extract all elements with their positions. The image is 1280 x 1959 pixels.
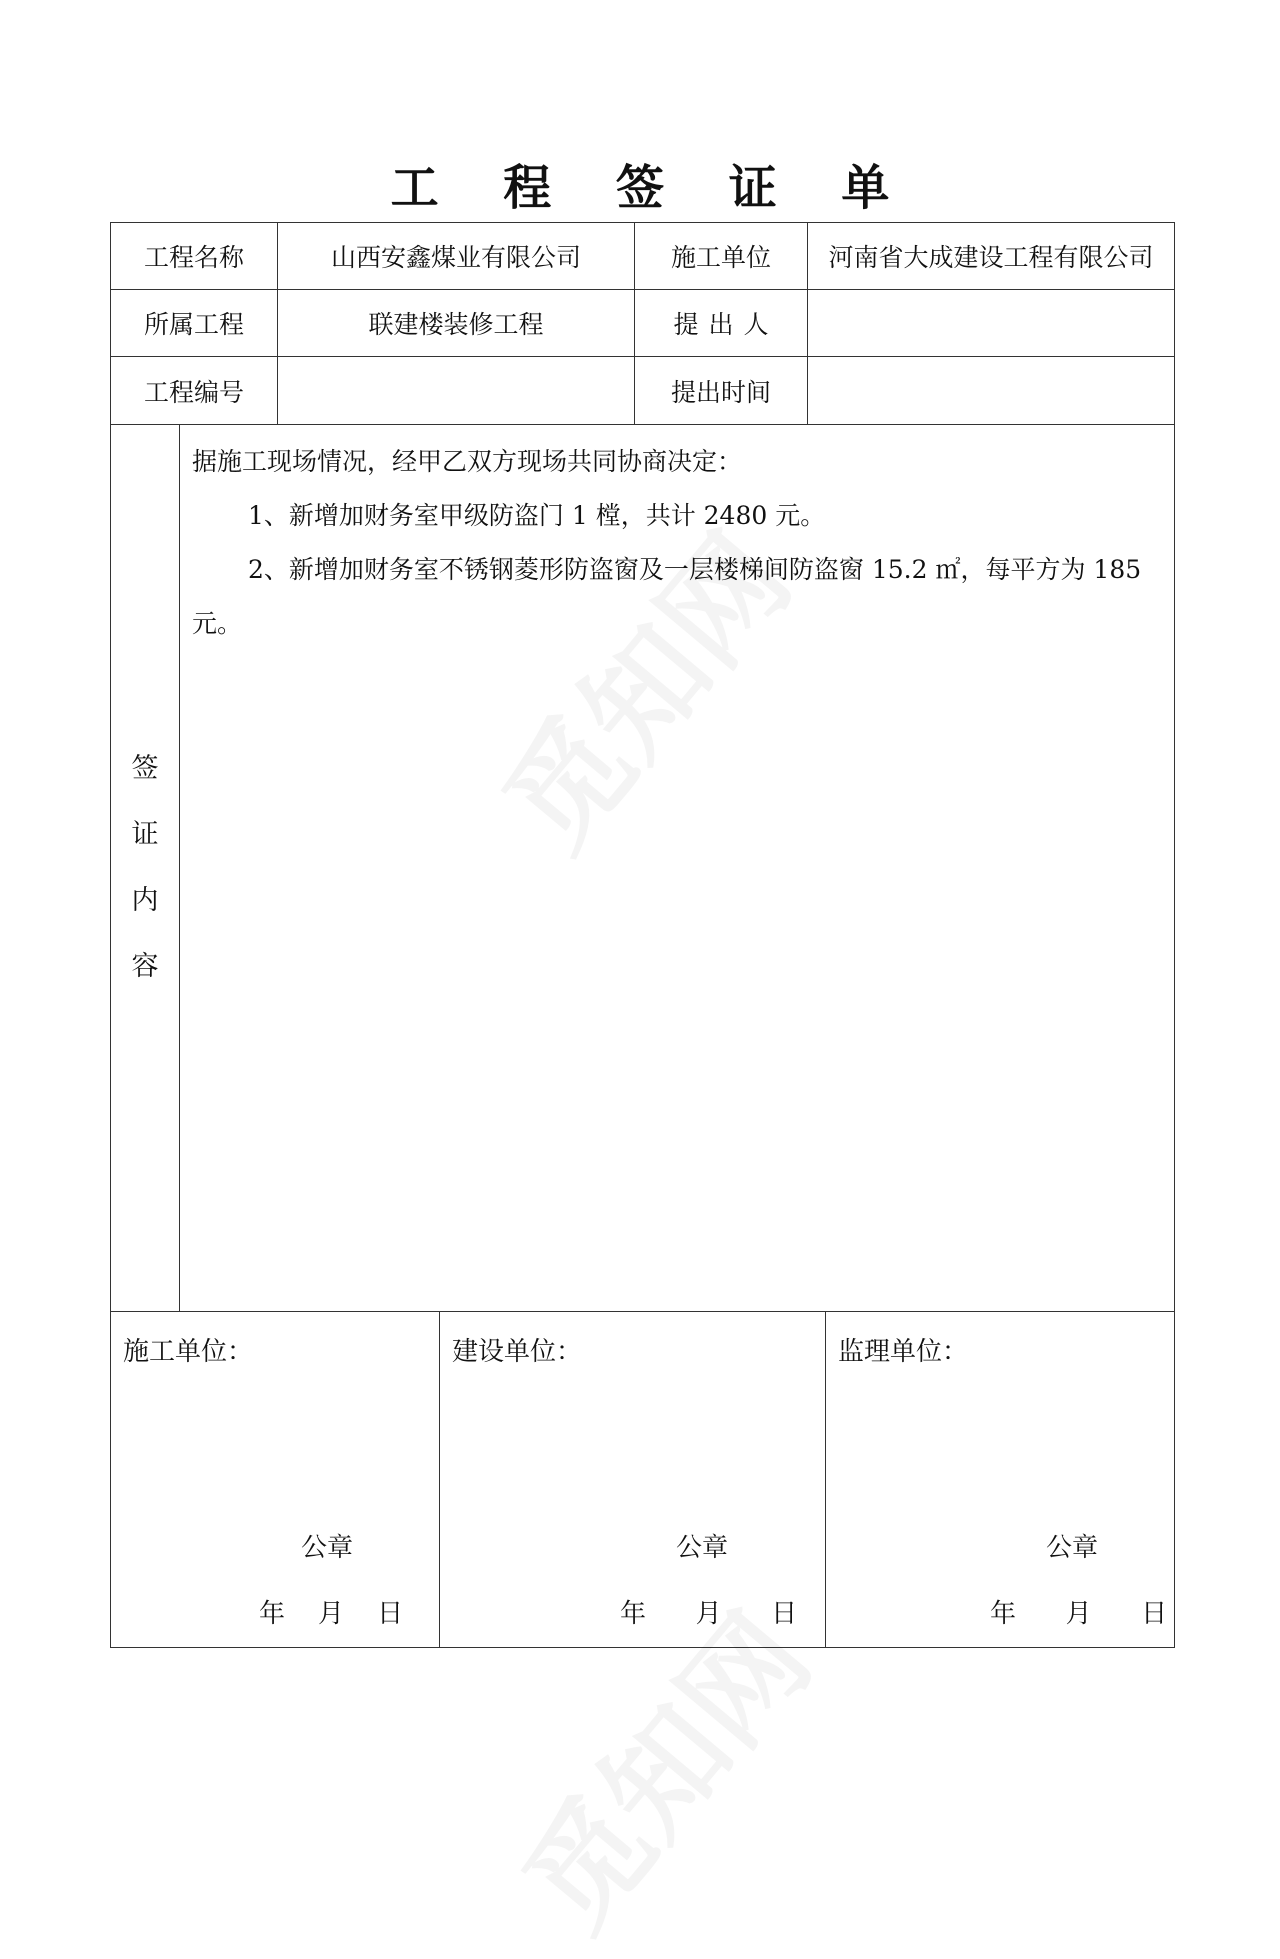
signature-owner — [440, 1311, 826, 1648]
visa-form-table — [110, 222, 1175, 425]
visa-content-table — [110, 424, 1175, 1312]
signature-row — [111, 1311, 1175, 1648]
signature-supervisor — [826, 1311, 1175, 1648]
contractor-value: 河南省大成建设工程有限公司 — [808, 223, 1175, 290]
side-char-4: 容 — [131, 951, 159, 982]
side-char-2: 证 — [131, 819, 159, 850]
form-row-sub-project — [111, 290, 1175, 357]
project-name-label: 工程名称 — [111, 223, 278, 290]
signature-table — [110, 1311, 1175, 1648]
content-side-label — [111, 425, 180, 1312]
content-item-1: 1、新增加财务室甲级防盗门 1 樘，共计 2480 元。 — [248, 501, 826, 530]
proposal-time-value — [808, 357, 1175, 425]
content-row — [111, 425, 1175, 1312]
form-row-project-name — [111, 223, 1175, 290]
form-row-project-no — [111, 357, 1175, 425]
signature-contractor-label: 施工单位： — [123, 1337, 254, 1367]
signature-owner-date: 年 月 日 — [620, 1599, 798, 1629]
project-no-value — [278, 357, 635, 425]
signature-contractor-seal: 公章 — [301, 1533, 354, 1563]
content-item-2: 2、新增加财务室不锈钢菱形防盗窗及一层楼梯间防盗窗 15.2 ㎡，每平方为 185 元。 — [192, 555, 1142, 638]
proposer-value — [808, 290, 1175, 357]
page-title: 工 程 签 证 单 — [390, 160, 914, 216]
signature-supervisor-seal: 公章 — [1046, 1533, 1099, 1563]
signature-contractor — [111, 1311, 440, 1648]
content-intro: 据施工现场情况，经甲乙双方现场共同协商决定： — [192, 447, 743, 476]
signature-supervisor-date: 年 月 日 — [990, 1599, 1168, 1629]
proposer-label: 提出人 — [635, 290, 808, 357]
contractor-label: 施工单位 — [635, 223, 808, 290]
signature-owner-seal: 公章 — [676, 1533, 729, 1563]
signature-owner-label: 建设单位： — [452, 1337, 583, 1367]
sub-project-value: 联建楼装修工程 — [278, 290, 635, 357]
content-body — [180, 425, 1175, 1312]
project-name-value: 山西安鑫煤业有限公司 — [278, 223, 635, 290]
side-char-3: 内 — [131, 885, 159, 916]
project-no-label: 工程编号 — [111, 357, 278, 425]
proposal-time-label: 提出时间 — [635, 357, 808, 425]
signature-supervisor-label: 监理单位： — [838, 1337, 969, 1367]
side-char-1: 签 — [131, 753, 159, 784]
sub-project-label: 所属工程 — [111, 290, 278, 357]
signature-contractor-date: 年 月 日 — [259, 1599, 404, 1629]
